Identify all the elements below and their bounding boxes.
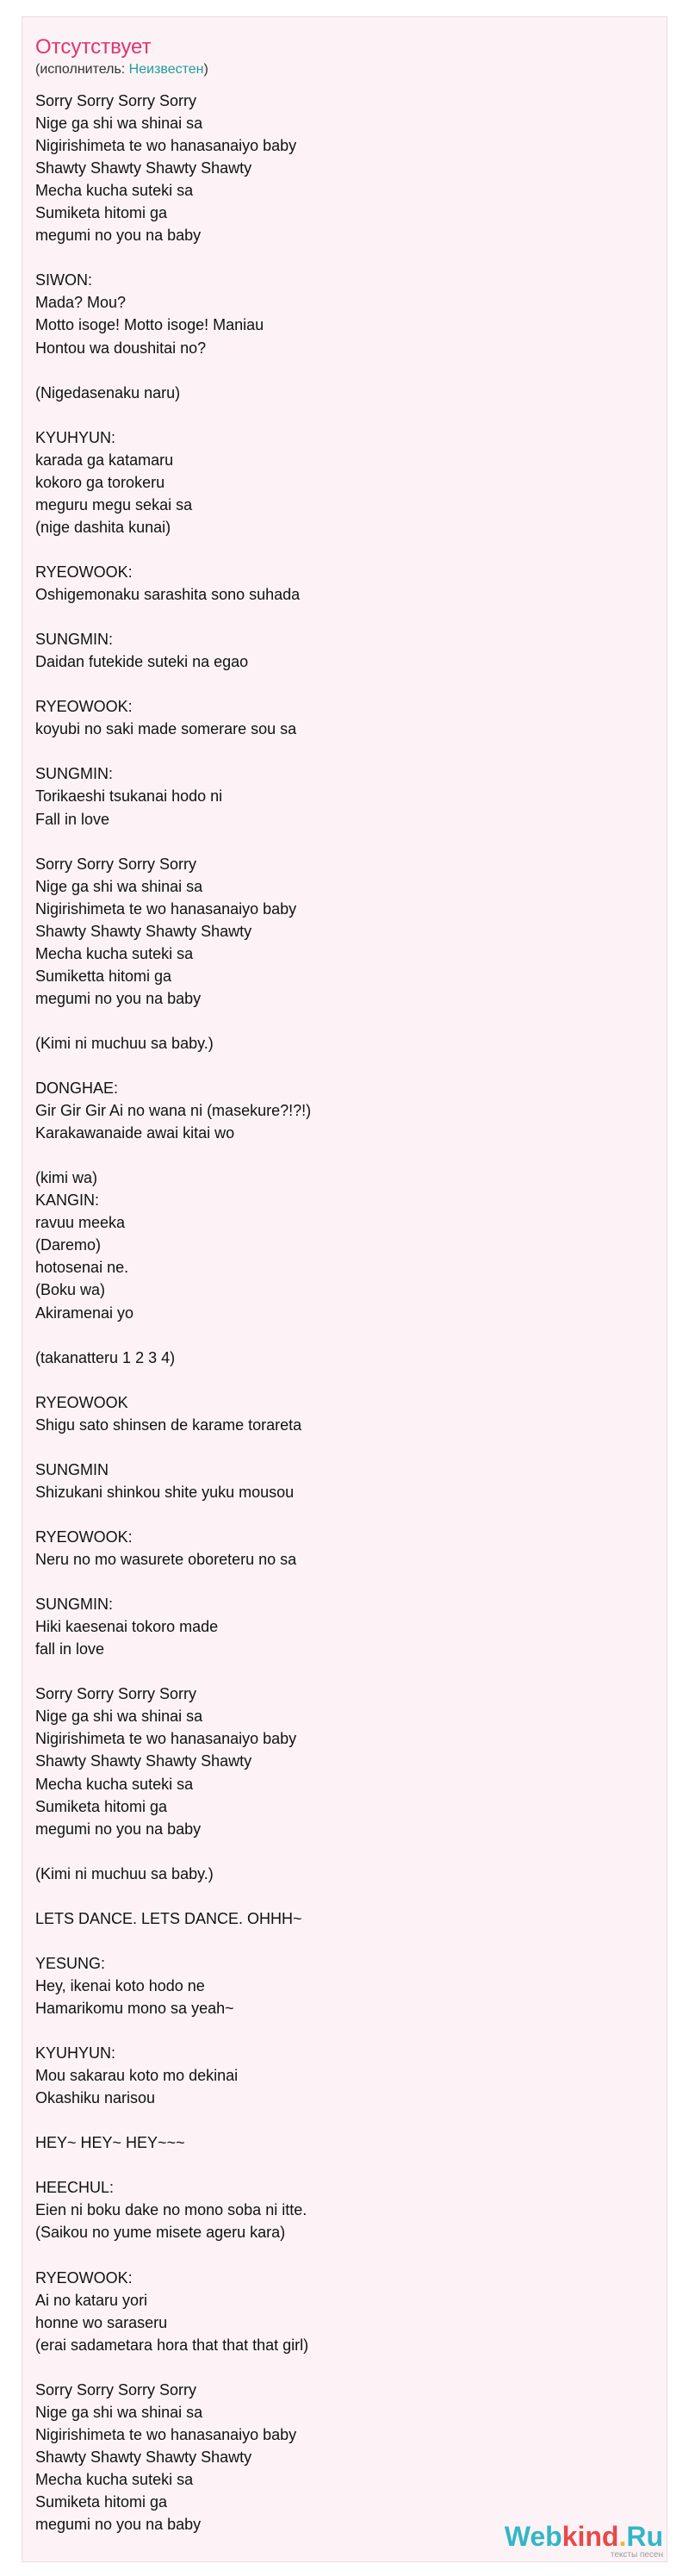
lyric-line: Sumiketa hitomi ga	[35, 2493, 168, 2511]
lyric-line: Neru no mo wasurete oboreteru no sa	[35, 1551, 297, 1569]
lyric-line: (nige dashita kunai)	[35, 518, 171, 536]
lyric-line: Fall in love	[35, 810, 110, 828]
lyric-line: HEECHUL:	[35, 2179, 115, 2197]
lyric-line: Mecha kucha suteki sa	[35, 182, 194, 200]
lyric-line: SUNGMIN:	[35, 631, 113, 649]
lyric-blank-line	[35, 1503, 638, 1526]
lyric-line: RYEOWOOK:	[35, 1528, 133, 1546]
lyrics-text	[35, 90, 638, 2536]
lyric-line: Mada? Mou?	[35, 294, 127, 312]
lyric-line: koyubi no saki made somerare sou sa	[35, 720, 297, 738]
lyric-line: Sorry Sorry Sorry Sorry	[35, 855, 197, 873]
lyric-line: megumi no you na baby	[35, 1820, 202, 1838]
song-title: Отсутствует	[35, 35, 152, 59]
lyric-line: Nige ga shi wa shinai sa	[35, 877, 203, 895]
lyric-line: Hamarikomu mono sa yeah~	[35, 1999, 234, 2017]
lyric-blank-line	[35, 2109, 638, 2131]
lyric-line: Nige ga shi wa shinai sa	[35, 1708, 203, 1726]
lyric-line: SIWON:	[35, 271, 92, 289]
lyric-line: Sorry Sorry Sorry Sorry	[35, 2380, 197, 2399]
lyric-line: Oshigemonaku sarashita sono suhada	[35, 586, 301, 604]
lyric-line: YESUNG:	[35, 1954, 106, 1972]
lyric-line: HEY~ HEY~ HEY~~~	[35, 2134, 185, 2152]
lyric-blank-line	[35, 1144, 638, 1167]
lyric-blank-line	[35, 2244, 638, 2267]
lyric-blank-line	[35, 359, 638, 382]
lyric-line: Motto isoge! Motto isoge! Maniau	[35, 316, 264, 334]
lyric-line: (Kimi ni muchuu sa baby.)	[35, 1864, 214, 1882]
lyric-blank-line	[35, 2019, 638, 2042]
lyric-line: kokoro ga torokeru	[35, 473, 165, 491]
lyric-blank-line	[35, 1055, 638, 1077]
logo-dot: .	[618, 2521, 627, 2552]
lyric-line: KANGIN:	[35, 1192, 100, 1210]
lyric-line: RYEOWOOK:	[35, 563, 133, 581]
lyric-line: karada ga katamaru	[35, 451, 174, 469]
lyric-line: fall in love	[35, 1640, 105, 1658]
lyric-blank-line	[35, 1840, 638, 1863]
lyric-line: (erai sadametara hora that that that girl)	[35, 2336, 309, 2354]
lyric-line: (takanatteru 1 2 3 4)	[35, 1348, 176, 1366]
lyric-blank-line	[35, 1885, 638, 1907]
lyric-line: Sumiketa hitomi ga	[35, 204, 168, 222]
lyric-line: KYUHYUN:	[35, 428, 116, 446]
lyric-blank-line	[35, 1324, 638, 1347]
lyric-line: SUNGMIN:	[35, 1596, 113, 1614]
lyric-line: Nigirishimeta te wo hanasanaiyo baby	[35, 899, 297, 918]
lyric-line: Shawty Shawty Shawty Shawty	[35, 922, 252, 940]
lyric-blank-line	[35, 1010, 638, 1032]
lyric-line: LETS DANCE. LETS DANCE. OHHH~	[35, 1909, 302, 1927]
lyric-line: SUNGMIN:	[35, 765, 113, 783]
lyric-blank-line	[35, 1660, 638, 1683]
lyric-line: Mou sakarau koto mo dekinai	[35, 2067, 239, 2085]
performer-suffix: )	[203, 62, 208, 77]
lyric-line: megumi no you na baby	[35, 2516, 202, 2534]
lyric-line: Shizukani shinkou shite yuku mousou	[35, 1483, 295, 1501]
lyric-line: Shawty Shawty Shawty Shawty	[35, 1752, 252, 1770]
lyric-line: (kimi wa)	[35, 1169, 97, 1187]
lyric-blank-line	[35, 740, 638, 762]
logo-kind: kind	[562, 2521, 619, 2552]
lyric-line: ravuu meeka	[35, 1214, 126, 1232]
lyric-blank-line	[35, 538, 638, 561]
logo-web: Web	[504, 2521, 562, 2552]
lyric-line: Nige ga shi wa shinai sa	[35, 115, 203, 133]
lyric-line: RYEOWOOK	[35, 1393, 128, 1411]
lyric-line: Sumiketa hitomi ga	[35, 1797, 168, 1815]
lyric-line: (Saikou no yume misete ageru kara)	[35, 2224, 286, 2242]
lyric-blank-line	[35, 1930, 638, 1952]
logo-wordmark	[505, 2523, 663, 2550]
lyric-blank-line	[35, 1436, 638, 1459]
performer-prefix: (исполнитель:	[35, 62, 129, 77]
lyric-line: Eien ni boku dake no mono soba ni itte.	[35, 2201, 307, 2219]
lyric-line: hotosenai ne.	[35, 1259, 129, 1277]
lyric-blank-line	[35, 246, 638, 269]
lyric-blank-line	[35, 606, 638, 628]
lyric-blank-line	[35, 1369, 638, 1391]
lyric-line: Sorry Sorry Sorry Sorry	[35, 92, 197, 109]
lyric-line: Mecha kucha suteki sa	[35, 1775, 194, 1793]
lyric-line: (Daremo)	[35, 1236, 102, 1254]
lyric-line: Mecha kucha suteki sa	[35, 2470, 194, 2488]
lyric-line: Sorry Sorry Sorry Sorry	[35, 1685, 197, 1703]
lyric-line: Sumiketta hitomi ga	[35, 967, 172, 985]
lyric-line: Nigirishimeta te wo hanasanaiyo baby	[35, 2425, 297, 2443]
lyric-line: (Kimi ni muchuu sa baby.)	[35, 1034, 214, 1052]
lyric-line: Akiramenai yo	[35, 1304, 134, 1322]
lyric-blank-line	[35, 673, 638, 695]
lyric-line: Nige ga shi wa shinai sa	[35, 2403, 203, 2421]
lyric-line: meguru megu sekai sa	[35, 495, 193, 513]
webkind-logo[interactable]	[505, 2523, 663, 2560]
lyric-line: Shawty Shawty Shawty Shawty	[35, 2448, 252, 2466]
lyric-line: KYUHYUN:	[35, 2044, 116, 2063]
logo-tagline: тексты песен	[610, 2550, 663, 2560]
lyric-line: Hontou wa doushitai no?	[35, 339, 207, 357]
lyric-line: Mecha kucha suteki sa	[35, 944, 194, 962]
lyric-line: RYEOWOOK:	[35, 698, 133, 716]
lyric-line: Nigirishimeta te wo hanasanaiyo baby	[35, 137, 297, 155]
lyric-blank-line	[35, 831, 638, 853]
lyric-blank-line	[35, 404, 638, 426]
lyric-line: megumi no you na baby	[35, 227, 202, 245]
lyric-line: Nigirishimeta te wo hanasanaiyo baby	[35, 1730, 297, 1748]
lyric-line: megumi no you na baby	[35, 989, 202, 1007]
performer-link[interactable]: Неизвестен	[128, 62, 204, 77]
lyric-line: Hey, ikenai koto hodo ne	[35, 1976, 205, 1994]
lyric-line: Torikaeshi tsukanai hodo ni	[35, 787, 223, 806]
lyric-line: RYEOWOOK:	[35, 2268, 133, 2287]
logo-ru: Ru	[626, 2521, 663, 2552]
lyric-line: (Boku wa)	[35, 1281, 106, 1299]
lyric-line: DONGHAE:	[35, 1080, 119, 1098]
lyric-blank-line	[35, 2154, 638, 2176]
lyric-line: SUNGMIN	[35, 1460, 109, 1478]
lyric-line: (Nigedasenaku naru)	[35, 383, 181, 401]
performer-line	[35, 62, 208, 78]
lyric-blank-line	[35, 2356, 638, 2379]
lyric-line: Gir Gir Gir Ai no wana ni (masekure?!?!)	[35, 1102, 312, 1120]
lyric-blank-line	[35, 1571, 638, 1593]
lyric-line: Daidan futekide suteki na egao	[35, 653, 249, 671]
lyric-line: honne wo saraseru	[35, 2313, 168, 2331]
lyric-line: Karakawanaide awai kitai wo	[35, 1124, 235, 1142]
lyric-line: Ai no kataru yori	[35, 2291, 148, 2309]
lyric-line: Shawty Shawty Shawty Shawty	[35, 159, 252, 177]
lyric-line: Shigu sato shinsen de karame torareta	[35, 1416, 302, 1434]
lyric-line: Hiki kaesenai tokoro made	[35, 1618, 219, 1636]
lyric-line: Okashiku narisou	[35, 2089, 156, 2107]
